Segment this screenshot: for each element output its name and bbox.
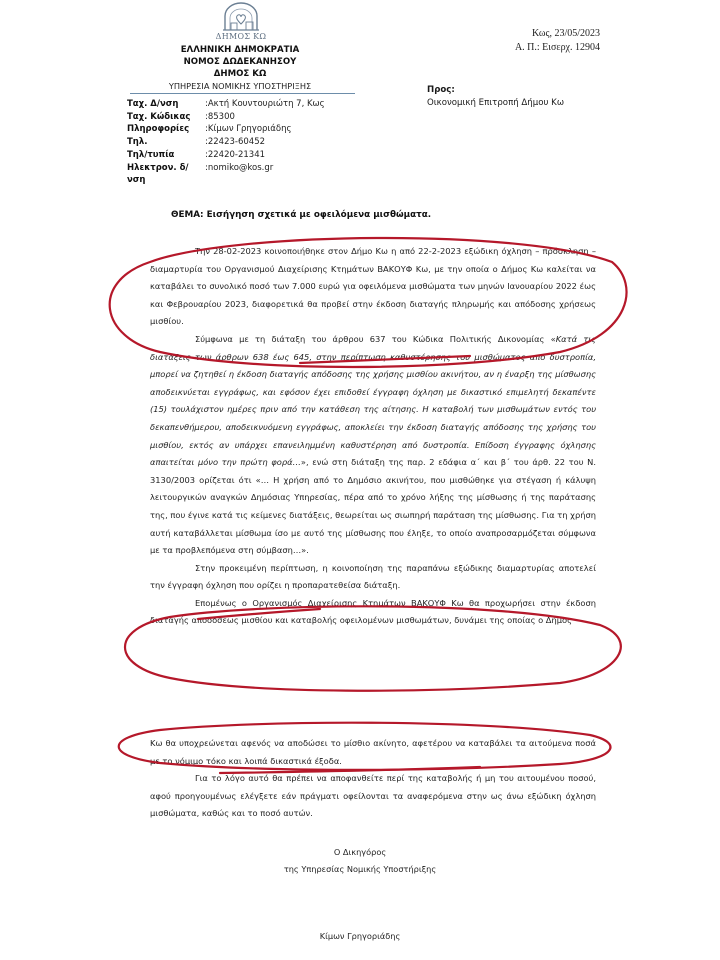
contact-row-address	[127, 98, 325, 111]
email-link[interactable]: :nomiko@kos.gr	[205, 162, 274, 173]
municipality-logo	[214, 2, 268, 46]
logo-text: ΔΗΜΟΣ ΚΩ	[215, 32, 267, 41]
contact-label: Τηλ.	[127, 137, 148, 148]
contact-details	[127, 98, 325, 187]
body-section-2	[150, 735, 596, 823]
paragraph-notice: Την 28-02-2023 κοινοποιήθηκε στον Δήμο Κω η από 22-2-2023 εξώδικη όχληση – πρόσκληση – διαμαρτυρία του Οργανισμού Διαχείρισης Κτημάτων ΒΑΚΟΥΦ Κω, με την οποία ο Δήμος Κω καλείται να καταβάλει το συνολικό ποσό των 7.000 ευρώ για οφειλόμενα μισθώματα των μηνών Ιανουαρίου 2022 έως και Φεβρουαρίου 2023, διαφορετικά θα προβεί στην έκδοση διαταγής πληρωμής και απόδοσης χρήσεως μισθίου.	[150, 246, 596, 327]
contact-row-fax	[127, 149, 325, 162]
contact-row-info	[127, 123, 325, 136]
recipient-label: Προς:	[427, 85, 455, 95]
header-divider	[130, 93, 355, 94]
contact-label: Ταχ. Κώδικας	[127, 111, 191, 122]
contact-value: :Κίμων Γρηγοριάδης	[205, 124, 292, 135]
contact-value: :22420-21341	[205, 149, 266, 160]
service-heading: ΥΠΗΡΕΣΙΑ ΝΟΜΙΚΗΣ ΥΠΟΣΤΗΡΙΞΗΣ	[168, 81, 312, 91]
legal-intro: Σύμφωνα με τη διάταξη του άρθρου 637 του Κώδικα Πολιτικής Δικονομίας «	[195, 333, 556, 344]
contact-label: Ταχ. Δ/νση	[127, 99, 179, 109]
legal-rest: », ενώ στη διάταξη της παρ. 2 εδάφια α΄ και β΄ του άρθ. 22 του Ν. 3130/2003 ορίζεται ότι «… Η χρήση από το Δημόσιο ακινήτου, που μισθώθηκε για στέγαση ή κάλυψη λειτουργικών αναγκών Δημόσιας Υπηρεσίας, πέρα από το χρόνο λήξης της μίσθωσης ή της παράτασης της, που έγινε κατά τις κείμενες διατάξεις, θεωρείται ως σιωπηρή παράταση της μίσθωσης. Για τη χρήση αυτή καταβάλλεται μίσθωμα ίσο με αυτό της μίσθωσης που έληξε, το οποίο αναπροσαρμόζεται σύμφωνα με τα προβλεπόμενα στη σύμβαση…».	[150, 457, 596, 556]
castle-arch-logo-icon	[221, 2, 261, 32]
paragraph-consequence: Επομένως ο Οργανισμός Διαχείρισης Κτημάτων ΒΑΚΟΥΦ Κω θα προχωρήσει στην έκδοση διαταγής αποδόσεως μισθίου και καταβολής οφειλομένων μισθωμάτων, δυνάμει της οποίας ο Δήμος	[150, 597, 596, 626]
paragraph-consequence-continued: Κω θα υποχρεώνεται αφενός να αποδώσει το μίσθιο ακίνητο, αφετέρου να καταβάλει τα αιτούμενα ποσά με το νόμιμο τόκο και λοιπά δικαστικά έξοδα.	[150, 738, 596, 766]
contact-label: Τηλ/τυπία	[127, 149, 175, 160]
paragraph-legal-basis	[150, 331, 596, 560]
prefecture-heading: ΝΟΜΟΣ ΔΩΔΕΚΑΝΗΣΟΥ	[183, 57, 297, 67]
reference-block	[515, 27, 600, 55]
body-section-1	[150, 243, 596, 630]
subject-line: ΘΕΜΑ: Εισήγηση σχετικά με οφειλόμενα μισθώματα.	[171, 210, 432, 220]
recipient-name: Οικονομική Επιτροπή Δήμου Κω	[427, 98, 565, 108]
contact-row-phone	[127, 136, 325, 149]
republic-heading: ΕΛΛΗΝΙΚΗ ΔΗΜΟΚΡΑΤΙΑ	[180, 45, 300, 55]
contact-label: Ηλεκτρον. δ/νση	[127, 162, 189, 186]
legal-quote: Κατά τις διατάξεις των άρθρων 638 έως 645, στην περίπτωση καθυστέρησης του μισθώματος από δυστροπία, μπορεί να ζητηθεί η έκδοση διαταγής απόδοσης της χρήσης μισθίου ακινήτου, αν η έναρξη της μίσθωσης αποδεικνύεται εγγράφως, και εφόσον έχει επιδοθεί έγγραφη όχληση με δικαστικό επιμελητή δεκαπέντε (15) τουλάχιστον ημέρες πριν από την κατάθεση της αίτησης. Η καταβολή των μισθωμάτων εντός του δεκαπενθήμερου, αποδεικνυόμενη εγγράφως, αποκλείει την έκδοση διαταγής απόδοσης της χρήσης του μισθίου, εκτός αν υπάρχει επανειλημμένη καθυστέρηση από δυστροπία. Επίδοση έγγραφης όχλησης απαιτείται μόνο την πρώτη φορά…	[150, 333, 596, 468]
place-date: Κως, 23/05/2023	[532, 28, 600, 39]
paragraph-case: Στην προκειμένη περίπτωση, η κοινοποίηση της παραπάνω εξώδικης διαμαρτυρίας αποτελεί την έγγραφη όχληση που ορίζει η προπαρατεθείσα διάταξη.	[150, 562, 596, 591]
signature-title: Ο Δικηγόρος	[333, 847, 387, 857]
municipality-heading: ΔΗΜΟΣ ΚΩ	[213, 69, 267, 79]
contact-row-postcode	[127, 111, 325, 124]
recipient-block	[427, 84, 564, 110]
protocol-number: Α. Π.: Εισερχ. 12904	[514, 42, 600, 53]
contact-value: :85300	[205, 111, 235, 122]
contact-label: Πληροφορίες	[127, 124, 190, 135]
signature-name: Κίμων Γρηγοριάδης	[319, 931, 401, 941]
contact-value: :Ακτή Κουντουριώτη 7, Κως	[205, 99, 325, 109]
contact-value: :22423-60452	[205, 137, 266, 148]
signature-department: της Υπηρεσίας Νομικής Υποστήριξης	[283, 864, 437, 874]
paragraph-request: Για το λόγο αυτό θα πρέπει να αποφανθείτε περί της καταβολής ή μη του αιτουμένου ποσού, αφού προηγουμένως ελέγξετε εάν πράγματι οφείλονται τα αναφερόμενα στην ως άνω εξώδικη όχληση μισθώματα, καθώς και το ποσό αυτών.	[150, 773, 596, 819]
contact-row-email	[127, 162, 325, 187]
